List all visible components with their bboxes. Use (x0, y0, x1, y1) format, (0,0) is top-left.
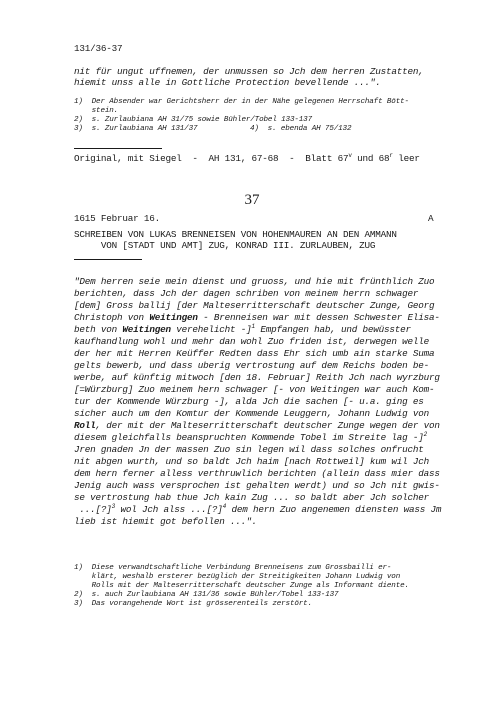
body-line: beth von Weitingen verehelicht -]$^1$ Empfangen hab, und bewüsster (74, 322, 411, 335)
document-date: 1615 Februar 16. (74, 213, 161, 224)
body-line: Roll, der mit der Malteserritterschaft deutscher Zunge wegen der von (74, 420, 440, 431)
top-text-line: nit für ungut uffnemen, der unmussen so Jch dem herren Zustatten, (74, 66, 424, 77)
footnote-line: 1) Diese verwandtschaftliche Verbindung Brenneisens zum Grossbailli er- (74, 564, 392, 572)
top-text-line: hiemit unss alle in Gottliche Protection bevellende ...". (74, 77, 381, 88)
document-title-line: SCHREIBEN VON LUKAS BRENNEISEN VON HOHENMAUREN AN DEN AMMANN (74, 229, 397, 240)
document-letter: A (428, 213, 434, 224)
person-name: Weitingen (149, 312, 198, 323)
footnote-line: 1) Der Absender war Gerichtsherr der in der Nähe gelegenen Herrschaft Bött- (74, 98, 409, 106)
body-line: lieb ist hiemit got befollen ...". (74, 516, 257, 527)
footnote-line: 3) Das vorangehende Wort ist grösserenteils zerstört. (74, 600, 312, 608)
footnote-line: 3) s. Zurlaubiana AH 131/37 (74, 125, 198, 133)
footnote-line: Rolls mit der Malteserritterschaft deutscher Zunge als Informant diente. (74, 582, 409, 590)
body-line: berichten, dass Jch der dagen schriben von meinem herrn schwager (74, 288, 419, 299)
footnote-marker: 4 (222, 502, 227, 510)
separator-rule (74, 259, 142, 260)
body-line: "Dem herren seie mein dienst und gruoss, und hie mit frünthlich Zuo (74, 276, 435, 287)
separator-rule (74, 148, 162, 149)
footnote-marker: 1 (251, 322, 255, 330)
body-line: [=Würzburg] Zuo meinem hern schwager [- von Weitingen war auch Kom- (74, 384, 435, 395)
original-note: Original, mit Siegel - AH 131, 67-68 - Blatt 67$^v$ und 68$^r$ leer (74, 151, 420, 164)
person-name: Roll (74, 420, 96, 431)
footnote-marker: 2 (423, 430, 428, 438)
document-number: 37 (244, 192, 260, 208)
footnote-line: klärt, weshalb ersterer bezüglich der Streitigkeiten Johann Ludwig von (74, 573, 401, 581)
body-line: Christoph von Weitingen - Brenneisen war mit dessen Schwester Elisa- (74, 312, 440, 323)
body-line: gelts bewerb, und dass uberig vertrostung auf dem Reichs boden be- (74, 360, 430, 371)
document-title-line: VON [STADT UND AMT] ZUG, KONRAD III. ZURLAUBEN, ZUG (74, 240, 376, 251)
body-line: Jenig auch wass versprochen ist gehalten werdt) und so Jch nit gwis- (74, 480, 440, 491)
footnote-line: 4) s. ebenda AH 75/132 (250, 125, 352, 133)
page-reference: 131/36-37 (74, 43, 123, 54)
footnote-line: 2) s. Zurlaubiana AH 31/75 sowie Bühler/Tobel 133-137 (74, 116, 312, 124)
body-line: sicher auch um den Komtur der Kommende Leuggern, Johann Ludwig von (74, 408, 430, 419)
body-line: werbe, auf künftig mitwoch [den 18. Februar] Reith Jch nach wyrzburg (74, 372, 440, 383)
body-line: nit abgen wurth, und so baldt Jch haim [nach Rottweil] kum wil Jch (74, 456, 430, 467)
body-line: [dem] Gross ballij [der Malteserritterschaft deutscher Zunge, Georg (74, 300, 435, 311)
body-line: diesem gleichfalls beanspruchten Kommende Tobel im Streite lag -]$^2$ (74, 430, 428, 443)
body-line: der her mit Herren Keüffer Redten dass Ehr sich umb ain starke Suma (74, 348, 435, 359)
body-line: se vertrostung hab thue Jch kain Zug ... so baldt aber Jch solcher (74, 492, 430, 503)
footnote-line: stein. (74, 107, 119, 115)
body-line: Jren gnaden Jn der massen Zuo sin legen wil dass solches onfrucht (74, 444, 424, 455)
person-name: Weitingen (122, 324, 171, 335)
body-line: kaufhandlung wohl und mehr dan wohl Zuo friden ist, derwegen welle (74, 336, 430, 347)
footnote-marker: 3 (111, 502, 116, 510)
body-line: tur der Kommende Würzburg -], alda Jch die sachen [- u.a. ging es (74, 396, 424, 407)
body-line: ...[?]$^3$ wol Jch alss ...[?]$^4$ dem hern Zuo angenemen diensten wass Jm (74, 502, 442, 515)
footnote-line: 2) s. auch Zurlaubiana AH 131/36 sowie Bühler/Tobel 133-137 (74, 591, 339, 599)
body-line: dem hern ferner alless verthruwlich berichten (allein dass mier dass (74, 468, 440, 479)
